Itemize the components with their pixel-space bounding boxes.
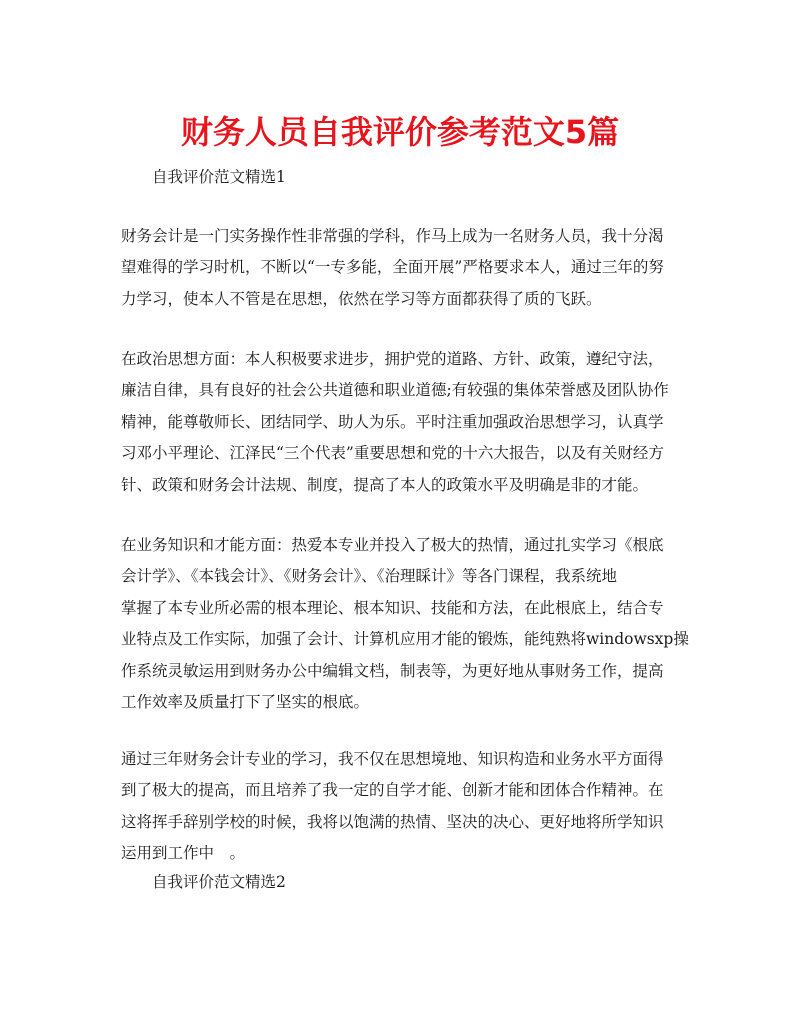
paragraph-line: 这将挥手辞别学校的时候，我将以饱满的热情、坚决的决心、更好地将所学知识 — [121, 812, 664, 831]
paragraph-line: 在业务知识和才能方面：热爱本专业并投入了极大的热情，通过扎实学习《根底 — [121, 536, 664, 554]
paragraph-line: 财务会计是一门实务操作性非常强的学科，作马上成为一名财务人员，我十分渴 — [121, 227, 664, 245]
section-heading-2: 自我评价范文精选2 — [152, 873, 286, 891]
paragraph-line: 业特点及工作实际，加强了会计、计算机应用才能的锻炼，能纯熟将windowsxp操 — [121, 630, 689, 649]
paragraph-line: 力学习，使本人不管是在思想，依然在学习等方面都获得了质的飞跃。 — [121, 289, 602, 308]
paragraph-line: 习邓小平理论、江泽民“三个代表”重要思想和党的十六大报告，以及有关财经方 — [121, 444, 664, 463]
paragraph-2 — [121, 344, 686, 501]
paragraph-line: 到了极大的提高，而且培养了我一定的自学才能、创新才能和团体合作精神。在 — [121, 781, 664, 800]
paragraph-line: 工作效率及质量打下了坚实的根底。 — [121, 693, 370, 712]
paragraph-line: 掌握了本专业所必需的根本理论、根本知识、技能和方法，在此根底上，结合专 — [121, 598, 664, 617]
paragraph-4 — [121, 744, 686, 870]
paragraph-line: 会计学》、《本钱会计》、《财务会计》、《治理睬计》等各门课程，我系统地 — [121, 567, 618, 586]
paragraph-line: 针、政策和财务会计法规、制度，提高了本人的政策水平及明确是非的才能。 — [121, 475, 649, 494]
paragraph-line: 作系统灵敏运用到财务办公中编辑文档，制表等，为更好地从事财务工作，提高 — [121, 661, 664, 680]
page-title: 财务人员自我评价参考范文5篇 — [180, 113, 620, 151]
paragraph-line: 通过三年财务会计专业的学习，我不仅在思想境地、知识构造和业务水平方面得 — [121, 750, 664, 768]
paragraph-line: 廉洁自律，具有良好的社会公共道德和职业道德;有较强的集体荣誉感及团队协作 — [121, 381, 669, 400]
paragraph-line: 在政治思想方面：本人积极要求进步，拥护党的道路、方针、政策，遵纪守法， — [121, 350, 664, 368]
paragraph-3 — [121, 530, 689, 718]
paragraph-line: 精神，能尊敬师长、团结同学、助人为乐。平时注重加强政治思想学习，认真学 — [121, 412, 664, 431]
paragraph-line: 运用到工作中 。 — [121, 844, 246, 863]
section-heading-1: 自我评价范文精选1 — [152, 168, 286, 186]
paragraph-line: 望难得的学习时机，不断以“一专多能，全面开展”严格要求本人，通过三年的努 — [121, 258, 664, 277]
paragraph-1 — [121, 221, 686, 315]
